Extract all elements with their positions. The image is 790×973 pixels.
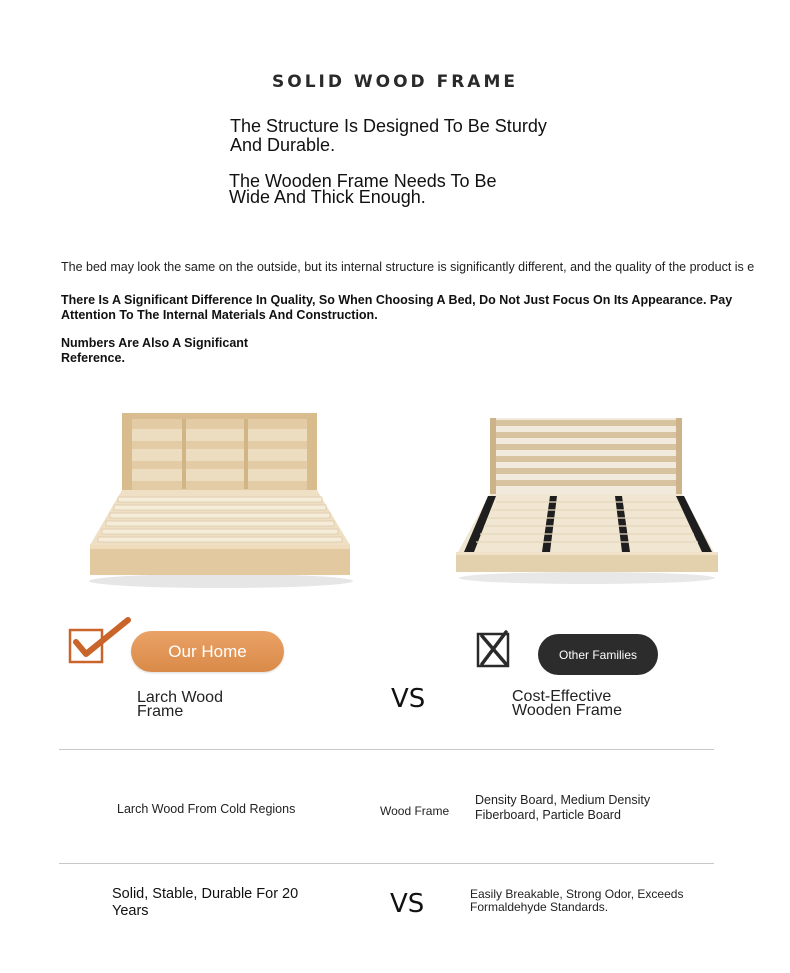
heading-wide-frame: The Wooden Frame Needs To Be Wide And Thick Enough.	[229, 171, 497, 207]
divider	[59, 749, 714, 750]
bed-image-others	[452, 412, 722, 592]
ours-frame-label: Larch Wood Frame	[137, 689, 223, 720]
body-intro: The bed may look the same on the outside, but its internal structure is significantly different, and the quality of the product is e	[61, 260, 755, 274]
row1-ours: Larch Wood From Cold Regions	[117, 802, 296, 816]
check-icon	[66, 616, 132, 666]
our-home-badge: Our Home	[131, 631, 284, 672]
body-quality: There Is A Significant Difference In Quality, So When Choosing A Bed, Do Not Just Focus On Its Appearance. Pay Attention To The Internal Materials And Construction.	[61, 293, 733, 322]
heading-sturdy: The Structure Is Designed To Be Sturdy And Durable.	[230, 116, 547, 155]
cross-box-icon	[476, 630, 512, 670]
row2-vs: VS	[390, 889, 425, 919]
divider	[59, 863, 714, 864]
page-title: SOLID WOOD FRAME	[272, 72, 518, 92]
row1-others: Density Board, Medium Density Fiberboard, Particle Board	[475, 793, 651, 822]
other-families-badge: Other Families	[538, 634, 658, 675]
row2-others: Easily Breakable, Strong Odor, Exceeds Formaldehyde Standards.	[470, 887, 684, 914]
row1-category: Wood Frame	[380, 804, 450, 818]
body-reference: Numbers Are Also A Significant Reference.	[61, 336, 249, 365]
vs-label: VS	[391, 684, 426, 714]
others-frame-label: Cost-Effective Wooden Frame	[512, 688, 622, 719]
row2-ours: Solid, Stable, Durable For 20 Years	[112, 886, 299, 919]
bed-image-ours	[84, 405, 358, 595]
